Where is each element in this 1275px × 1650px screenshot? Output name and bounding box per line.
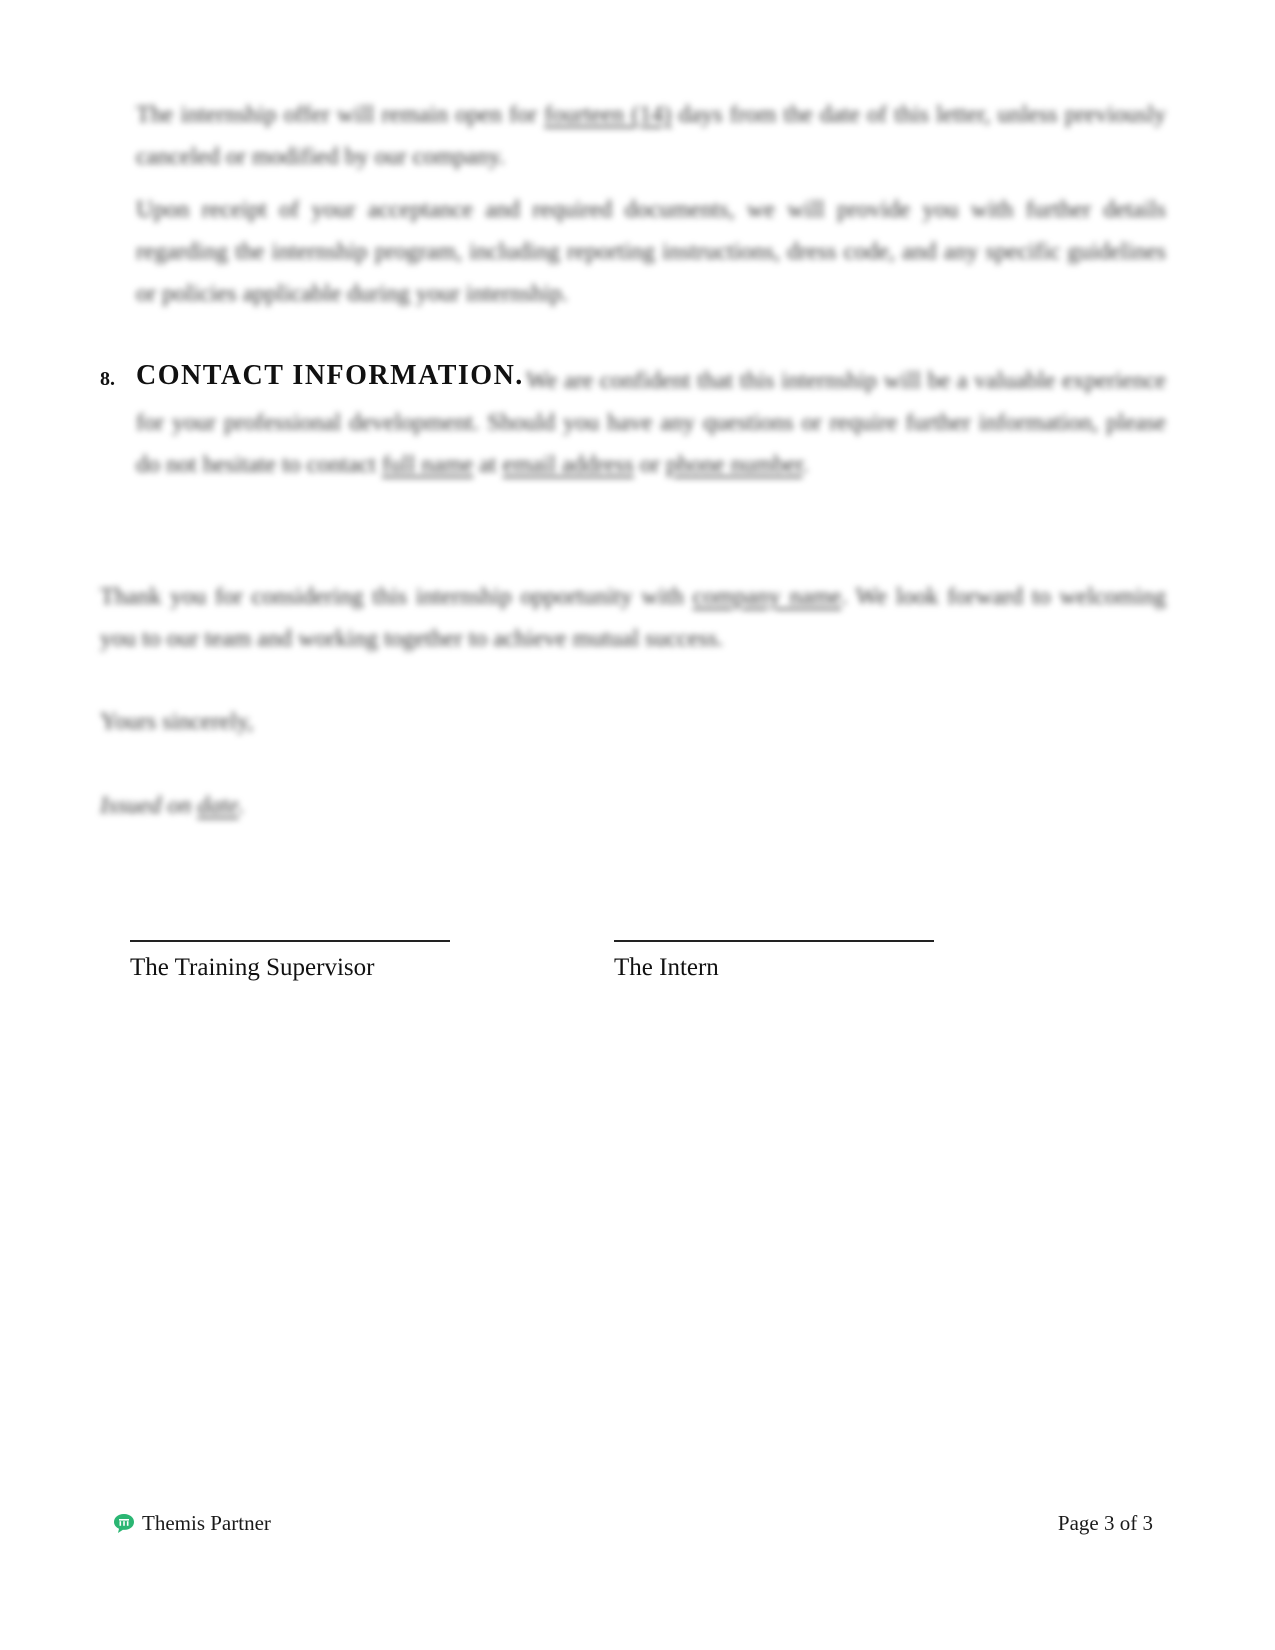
issued-line	[100, 785, 1166, 827]
contact-text: We are confident that this internship will be a valuable experience for your professional development. Should you have any questions or require further information, please do not hesitate to contact	[136, 368, 1166, 478]
closing-line: Yours sincerely,	[100, 709, 254, 735]
supervisor-signature-label: The Training Supervisor	[130, 954, 375, 981]
thanks-paragraph	[100, 576, 1166, 660]
issued-end: .	[238, 793, 245, 819]
intern-signature-label: The Intern	[614, 954, 719, 981]
offer-text-start: The internship offer will remain open for	[136, 102, 545, 128]
date-field: date	[197, 793, 239, 819]
offer-validity-paragraph	[136, 94, 1166, 178]
footer-brand	[112, 1511, 271, 1536]
full-name-field: full name	[381, 452, 474, 478]
footer-brand-name: Themis Partner	[142, 1511, 271, 1535]
issued-text: Issued on	[100, 793, 198, 819]
page-number: Page 3 of 3	[1057, 1511, 1153, 1535]
intern-signature-line	[614, 930, 934, 942]
contact-at: at	[473, 452, 503, 478]
contact-or: or	[633, 452, 666, 478]
offer-days-field: fourteen (14)	[544, 102, 672, 128]
section-number: 8.	[100, 368, 115, 390]
themis-logo-icon	[112, 1512, 136, 1536]
thanks-text-end: . We look forward to welcoming you to our team and working together to achieve mutual success.	[100, 584, 1166, 652]
phone-number-field: phone number	[665, 452, 803, 478]
intern-signature-block	[614, 930, 934, 982]
section-heading: CONTACT INFORMATION.	[136, 360, 524, 391]
company-name-field: company name	[692, 584, 842, 610]
email-address-field: email address	[502, 452, 634, 478]
receipt-paragraph: Upon receipt of your acceptance and required documents, we will provide you with further details regarding the internship program, including reporting instructions, dress code, and any specific guidelines or policies applicable during your internship.	[136, 197, 1166, 307]
thanks-text-start: Thank you for considering this internship opportunity with	[100, 584, 693, 610]
contact-end: .	[802, 452, 809, 478]
offer-text-end: days from the date of this letter, unless previously canceled or modified by our company.	[136, 102, 1166, 170]
supervisor-signature-block	[130, 930, 450, 982]
supervisor-signature-line	[130, 930, 450, 942]
